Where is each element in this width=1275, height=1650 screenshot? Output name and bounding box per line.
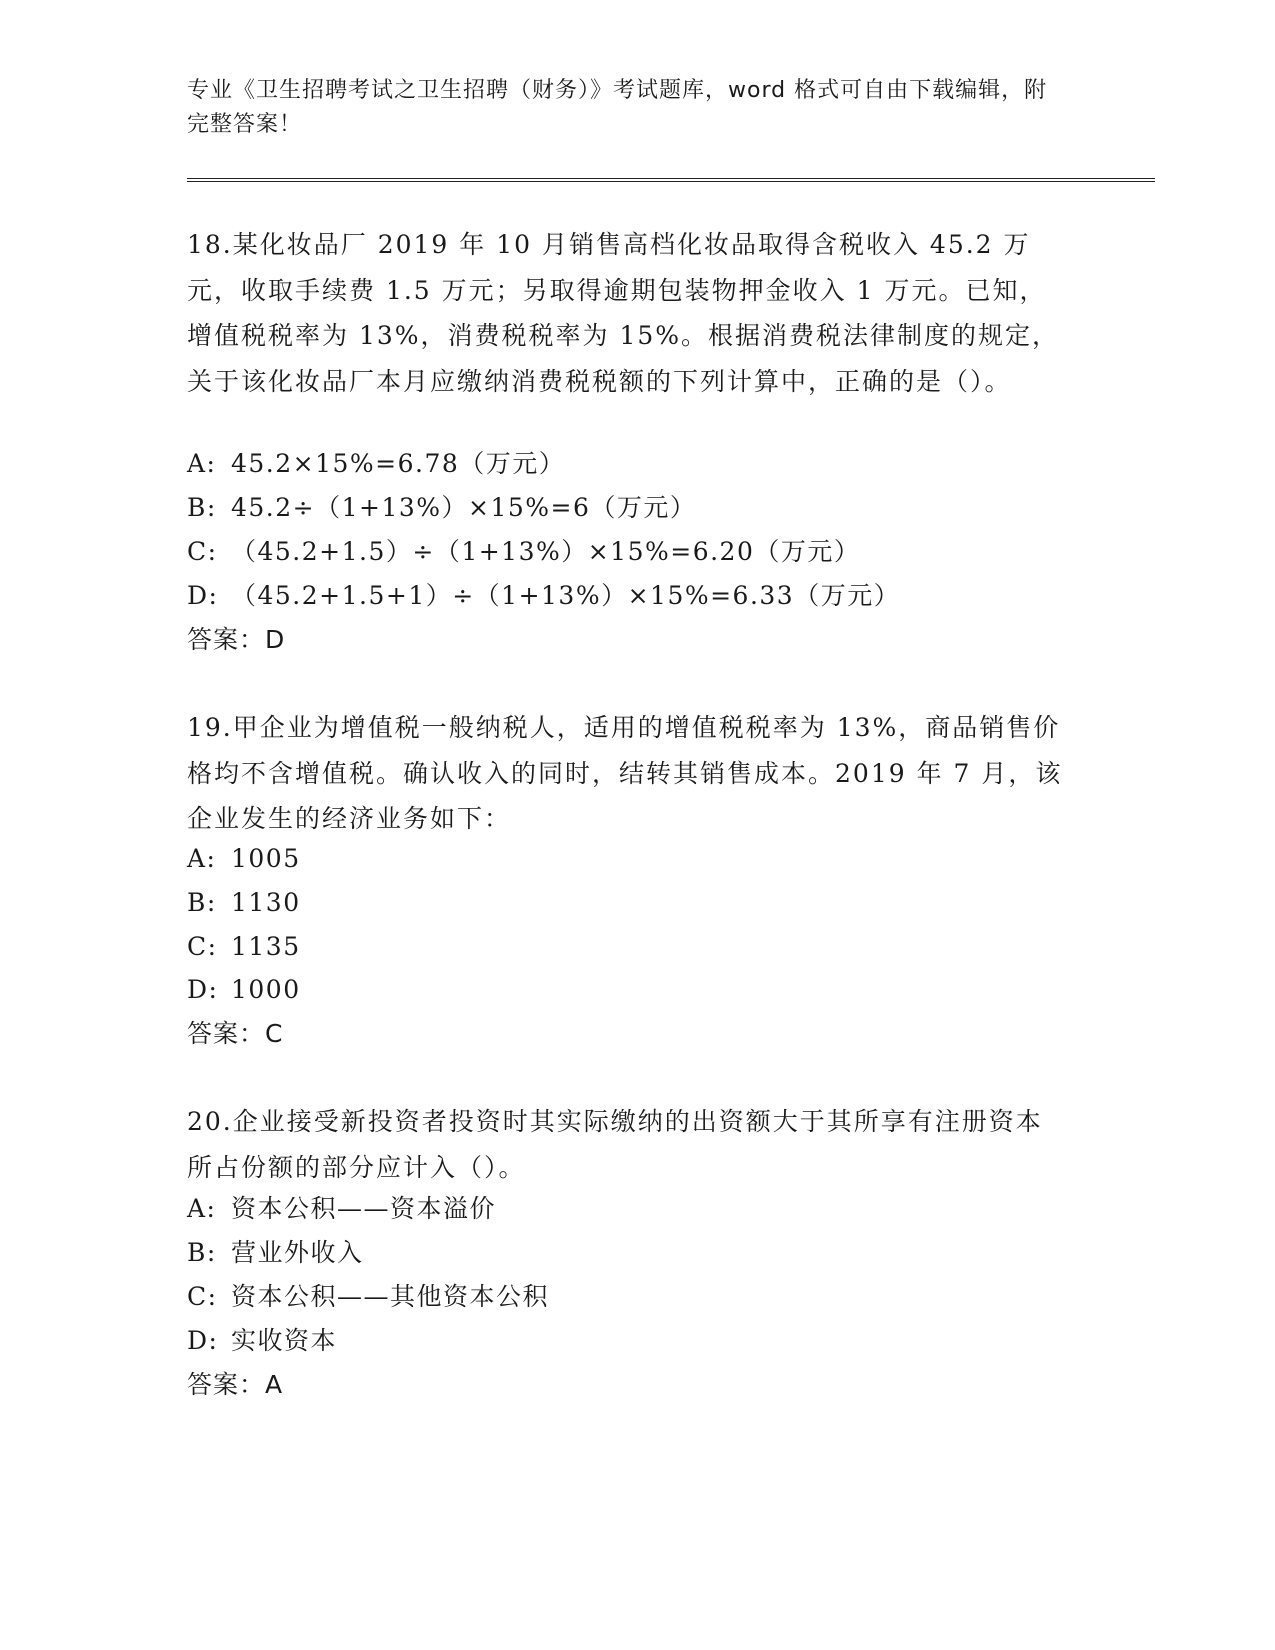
option-text: 45.2×15%=6.78（万元） xyxy=(231,449,566,478)
option-text: 1130 xyxy=(231,888,301,917)
question-18-text: 18.某化妆品厂 2019 年 10 月销售高档化妆品取得含税收入 45.2 万元，收取手续费 1.5 万元；另取得逾期包装物押金收入 1 万元。已知，增值税税率为 13%，消费税税率为 15%。根据消费税法律制度的规定，关于该化妆品厂本月应缴纳消费税税额的下列计算中，正确的是（）。 xyxy=(187,230,1060,396)
option-text: 1135 xyxy=(231,932,301,961)
option-letter: C: xyxy=(187,537,218,566)
option-letter: D: xyxy=(187,1326,219,1355)
question-18-option-b xyxy=(187,485,696,530)
option-text: 1005 xyxy=(231,844,301,873)
question-19-answer: 答案：C xyxy=(187,1019,284,1048)
option-letter: B: xyxy=(187,1238,217,1267)
option-letter: C: xyxy=(187,932,218,961)
question-19-option-d xyxy=(187,967,301,1012)
question-20-option-d xyxy=(187,1318,337,1363)
option-text: 1000 xyxy=(231,975,301,1004)
option-letter: A: xyxy=(187,844,217,873)
question-19-option-a xyxy=(187,836,301,881)
question-20-option-a xyxy=(187,1186,496,1231)
question-20-answer: 答案：A xyxy=(187,1370,284,1399)
question-19-option-c xyxy=(187,924,301,969)
question-18-option-c xyxy=(187,529,860,574)
header-divider xyxy=(187,178,1155,182)
option-text: 实收资本 xyxy=(231,1326,338,1355)
option-letter: D: xyxy=(187,975,219,1004)
option-text: 营业外收入 xyxy=(231,1238,364,1267)
question-20-text: 20.企业接受新投资者投资时其实际缴纳的出资额大于其所享有注册资本所占份额的部分应计入（）。 xyxy=(187,1107,1043,1182)
question-18-option-a xyxy=(187,441,565,486)
option-letter: B: xyxy=(187,493,217,522)
question-20-option-c xyxy=(187,1274,549,1319)
question-19-option-b xyxy=(187,880,301,925)
option-letter: D: xyxy=(187,581,219,610)
document-header: 专业《卫生招聘考试之卫生招聘（财务）》考试题库，word 格式可自由下载编辑，附完整答案！ xyxy=(187,78,1048,137)
option-text: （45.2+1.5）÷（1+13%）×15%=6.20（万元） xyxy=(231,537,861,566)
option-text: 资本公积——其他资本公积 xyxy=(231,1282,550,1311)
option-letter: A: xyxy=(187,449,217,478)
option-text: （45.2+1.5+1）÷（1+13%）×15%=6.33（万元） xyxy=(231,581,901,610)
option-text: 资本公积——资本溢价 xyxy=(231,1194,497,1223)
option-letter: A: xyxy=(187,1194,217,1223)
option-letter: C: xyxy=(187,1282,218,1311)
option-letter: B: xyxy=(187,888,217,917)
question-20-option-b xyxy=(187,1230,364,1275)
question-18-option-d xyxy=(187,573,900,618)
question-18-answer: 答案：D xyxy=(187,625,286,654)
option-text: 45.2÷（1+13%）×15%=6（万元） xyxy=(231,493,697,522)
question-19-text: 19.甲企业为增值税一般纳税人，适用的增值税税率为 13%，商品销售价格均不含增值税。确认收入的同时，结转其销售成本。2019 年 7 月，该企业发生的经济业务如下： xyxy=(187,713,1063,833)
